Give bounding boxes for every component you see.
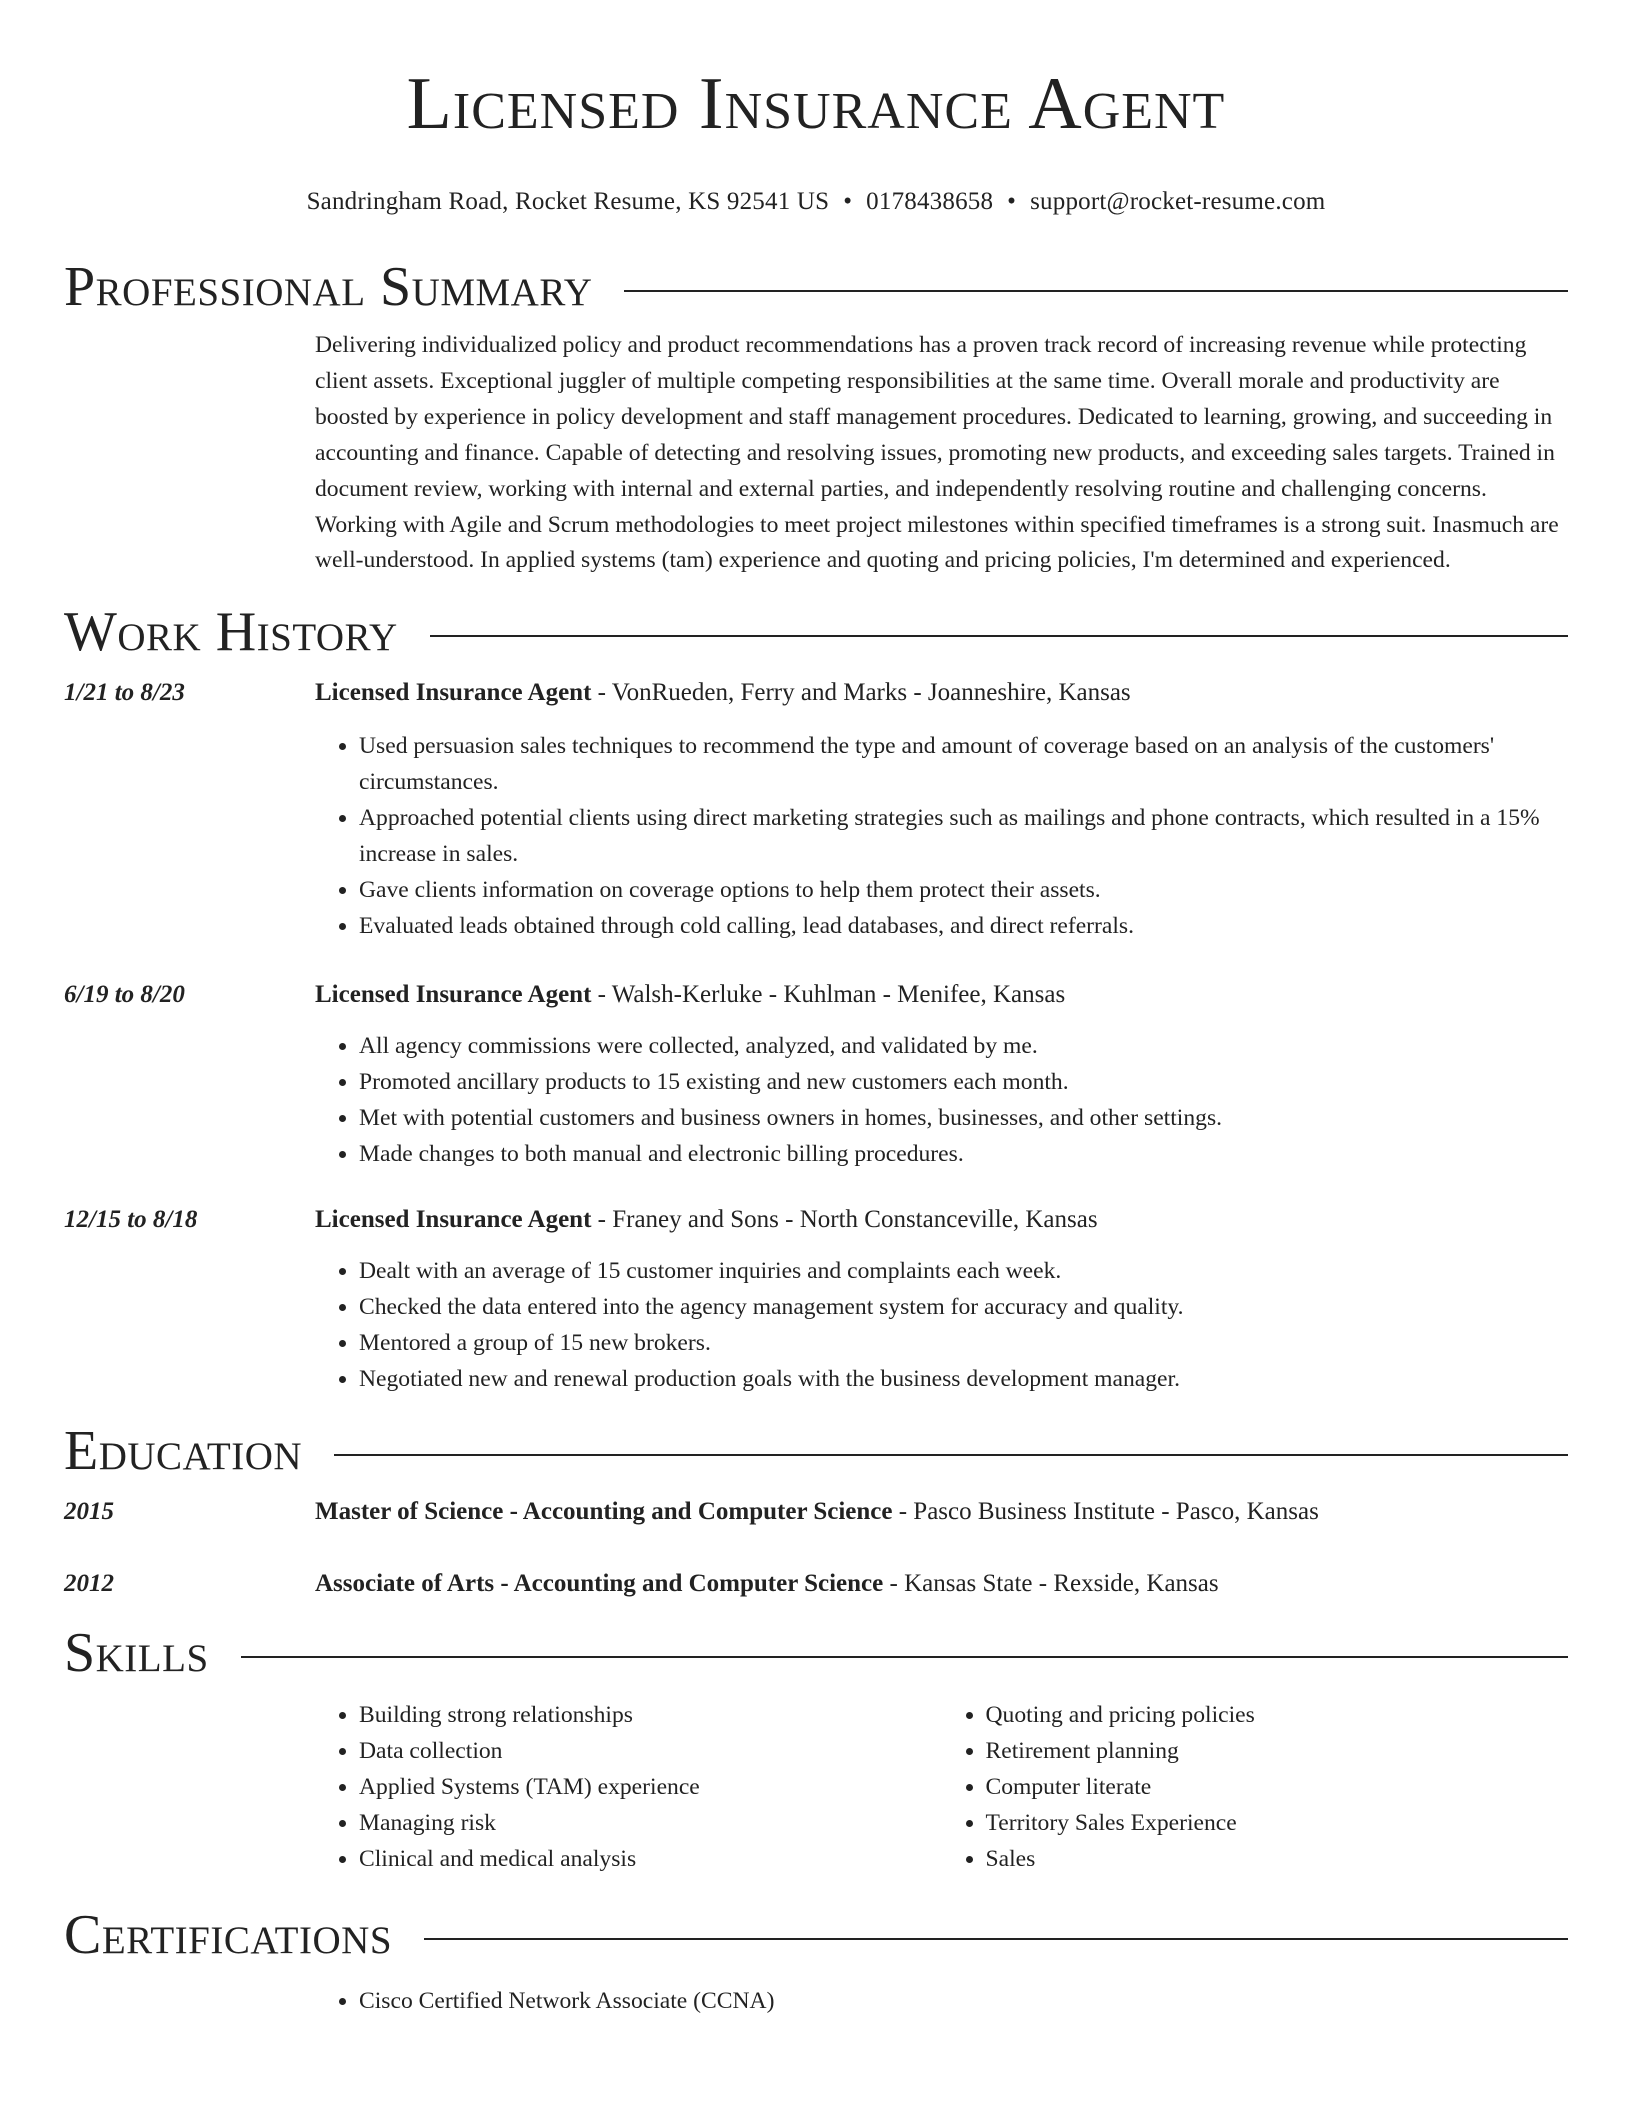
- job-dates: 12/15 to 8/18: [64, 1206, 198, 1234]
- skill-item: • Territory Sales Experience: [986, 1806, 1569, 1842]
- job-title: Licensed Insurance Agent: [315, 679, 592, 707]
- skills-spacer: [64, 1698, 315, 1878]
- summary-row: [64, 328, 1568, 579]
- skill-item: • Quoting and pricing policies: [986, 1698, 1569, 1734]
- summary-text: Delivering individualized policy and product recommendations has a proven track record of increasing revenue while protecting client assets. Exceptional juggler of multiple competing responsibilities at the same time. Overall morale and productivity are boosted by experience in policy development and staff management procedures. Dedicated to learning, growing, and succeeding in accounting and finance. Capable of detecting and resolving issues, promoting new products, and exceeding sales targets. Trained in document review, working with internal and external parties, and independently resolving routine and challenging concerns. Working with Agile and Scrum methodologies to meet project milestones within specified timeframes is a strong suit. Inasmuch are well-understood. In applied systems (tam) experience and quoting and pricing policies, I'm determined and experienced.: [315, 332, 1559, 574]
- job-bullet: • Made changes to both manual and electronic billing procedures.: [359, 1137, 1568, 1173]
- job-bullets: [315, 729, 1568, 944]
- education-heading: Education: [64, 1420, 303, 1483]
- skills-heading: Skills: [64, 1622, 209, 1685]
- skill-item: • Data collection: [359, 1734, 942, 1770]
- skills-list-left: [315, 1698, 942, 1878]
- education-year: 2012: [64, 1570, 114, 1598]
- education-degree: Master of Science - Accounting and Computer Science: [315, 1498, 893, 1526]
- education-degree: Associate of Arts - Accounting and Computer Science: [315, 1570, 884, 1598]
- skills-list-right: [942, 1698, 1569, 1878]
- job-bullet: • Negotiated new and renewal production goals with the business development manager.: [359, 1362, 1568, 1398]
- certification-item: • Cisco Certified Network Associate (CCNA): [359, 1984, 1568, 2020]
- contact-address: Sandringham Road, Rocket Resume, KS 92541 US: [306, 188, 830, 215]
- job-bullet: • Approached potential clients using direct marketing strategies such as mailings and phone contracts, which resulted in a 15% increase in sales.: [359, 801, 1568, 873]
- section-heading-education: [64, 1418, 1568, 1484]
- skill-item: • Applied Systems (TAM) experience: [359, 1770, 942, 1806]
- education-year: 2015: [64, 1498, 114, 1526]
- section-heading-skills: [64, 1620, 1568, 1686]
- section-divider: [241, 1656, 1568, 1658]
- job-employer: - Franey and Sons - North Constanceville, Kansas: [591, 1206, 1098, 1234]
- job-bullet: • Dealt with an average of 15 customer inquiries and complaints each week.: [359, 1254, 1568, 1290]
- certifications-row: [64, 1984, 1568, 2020]
- job-bullet: • Met with potential customers and business owners in homes, businesses, and other settings.: [359, 1101, 1568, 1137]
- summary-spacer: [64, 328, 315, 579]
- education-entry: [64, 1494, 1568, 1530]
- job-dates: 6/19 to 8/20: [64, 980, 185, 1008]
- job-entry: [64, 977, 1568, 1173]
- job-employer: - VonRueden, Ferry and Marks - Joanneshire, Kansas: [591, 679, 1131, 707]
- job-bullet: • Used persuasion sales techniques to recommend the type and amount of coverage based on an analysis of the customers' circumstances.: [359, 729, 1568, 801]
- skill-item: • Building strong relationships: [359, 1698, 942, 1734]
- job-bullet: • Evaluated leads obtained through cold calling, lead databases, and direct referrals.: [359, 909, 1568, 945]
- job-bullets: [315, 1254, 1568, 1398]
- job-title: Licensed Insurance Agent: [315, 1206, 592, 1234]
- job-bullet: • All agency commissions were collected, analyzed, and validated by me.: [359, 1029, 1568, 1065]
- skill-item: • Sales: [986, 1842, 1569, 1878]
- job-title: Licensed Insurance Agent: [315, 980, 592, 1008]
- job-bullet: • Promoted ancillary products to 15 existing and new customers each month.: [359, 1065, 1568, 1101]
- education-school: - Kansas State - Rexside, Kansas: [883, 1570, 1219, 1598]
- skill-item: • Computer literate: [986, 1770, 1569, 1806]
- education-entry: [64, 1566, 1568, 1602]
- section-heading-summary: [64, 254, 1568, 320]
- skills-grid: [315, 1698, 1568, 1878]
- job-bullet: • Mentored a group of 15 new brokers.: [359, 1326, 1568, 1362]
- contact-email: support@rocket-resume.com: [1030, 188, 1326, 215]
- job-bullet: • Gave clients information on coverage options to help them protect their assets.: [359, 873, 1568, 909]
- certifications-spacer: [64, 1984, 315, 2020]
- section-heading-work: [64, 599, 1568, 665]
- job-heading: [315, 675, 1568, 711]
- skill-item: • Retirement planning: [986, 1734, 1569, 1770]
- job-employer: - Walsh-Kerluke - Kuhlman - Menifee, Kansas: [591, 980, 1066, 1008]
- resume-title: Licensed Insurance Agent: [406, 63, 1226, 145]
- skill-item: • Clinical and medical analysis: [359, 1842, 942, 1878]
- education-school: - Pasco Business Institute - Pasco, Kansas: [892, 1498, 1319, 1526]
- resume-page: [64, 0, 1568, 2019]
- section-divider: [424, 1938, 1568, 1940]
- certifications-list: [315, 1984, 1568, 2020]
- section-divider: [334, 1454, 1568, 1456]
- job-bullets: [315, 1029, 1568, 1173]
- skills-row: [64, 1698, 1568, 1878]
- job-entry: [64, 1202, 1568, 1398]
- certifications-heading: Certifications: [64, 1903, 393, 1966]
- section-heading-certifications: [64, 1902, 1568, 1968]
- summary-heading: Professional Summary: [64, 256, 593, 318]
- section-divider: [430, 635, 1568, 637]
- contact-line: [64, 186, 1568, 218]
- job-heading: [315, 977, 1568, 1013]
- contact-phone: 0178438658: [866, 188, 994, 215]
- work-heading: Work History: [64, 601, 398, 664]
- job-entry: [64, 675, 1568, 944]
- job-dates: 1/21 to 8/23: [64, 679, 185, 707]
- section-divider: [624, 290, 1568, 292]
- job-bullet: • Checked the data entered into the agency management system for accuracy and quality.: [359, 1290, 1568, 1326]
- contact-separator: •: [1007, 188, 1017, 215]
- job-heading: [315, 1202, 1568, 1238]
- contact-separator: •: [843, 188, 853, 215]
- skill-item: • Managing risk: [359, 1806, 942, 1842]
